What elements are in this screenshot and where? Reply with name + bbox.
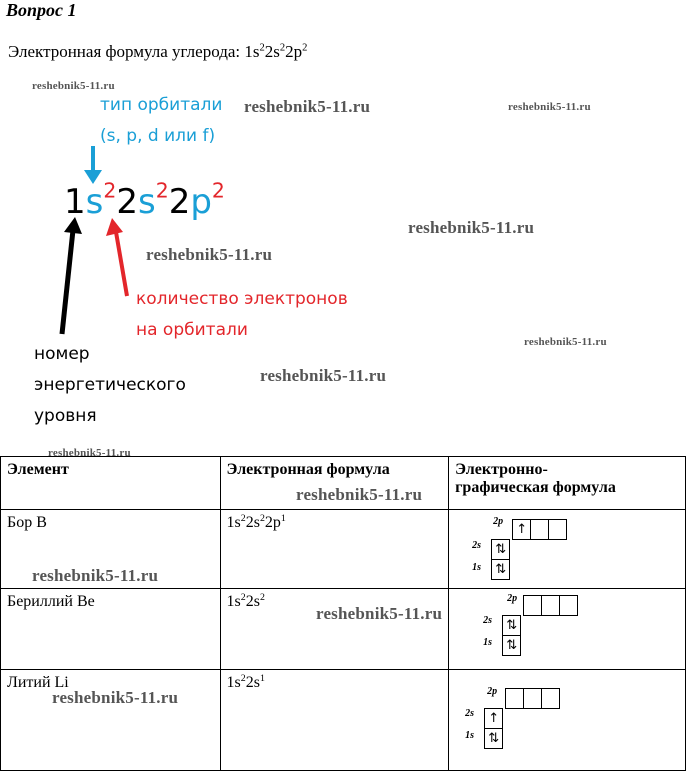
watermark: reshebnik5-11.ru bbox=[244, 97, 371, 116]
red-arrow bbox=[106, 218, 127, 296]
watermark: reshebnik5-11.ru bbox=[32, 566, 159, 585]
watermark: reshebnik5-11.ru bbox=[508, 101, 591, 113]
orbital-diagram-cell bbox=[449, 589, 686, 670]
header-element: Элемент bbox=[1, 457, 221, 510]
watermark: reshebnik5-11.ru bbox=[524, 336, 607, 348]
orbital-diagram-beryllium: 2p 2s 1s ⇅ ⇅ bbox=[455, 593, 625, 663]
watermark: reshebnik5-11.ru bbox=[52, 688, 179, 707]
table-row bbox=[1, 670, 686, 771]
orbital-diagram-lithium: 2p 2s 1s ↑ ⇅ bbox=[455, 686, 625, 756]
orbital-box: ⇅ bbox=[484, 728, 503, 749]
big-carbon-formula: $1s^22s^22p^2$ bbox=[64, 178, 225, 222]
blue-arrow bbox=[84, 146, 102, 184]
formula-p1: 1s bbox=[244, 42, 260, 61]
black-arrow bbox=[62, 217, 82, 334]
orbital-box bbox=[530, 519, 549, 540]
orbital-box bbox=[523, 688, 542, 709]
orbital-box: ↑ bbox=[512, 519, 531, 540]
energy-level-label: номер энергетического уровня bbox=[34, 344, 186, 426]
element-cell: Бор B bbox=[1, 510, 221, 589]
formula-cell: $1s^22s^2$ bbox=[220, 589, 449, 670]
watermark: reshebnik5-11.ru bbox=[408, 218, 535, 237]
orbital-diagram-cell bbox=[449, 510, 686, 589]
element-cell: Литий Li bbox=[1, 670, 221, 771]
orbital-diagram-boron: 2p 2s 1s ↑ ⇅ ⇅ bbox=[455, 514, 625, 584]
question-title: Вопрос 1 bbox=[6, 0, 77, 20]
orbital-box: ⇅ bbox=[491, 559, 510, 580]
element-cell: Бериллий Be bbox=[1, 589, 221, 670]
orbital-diagram-cell bbox=[449, 670, 686, 771]
formula-p3: 2p bbox=[285, 42, 303, 61]
orbital-box bbox=[505, 688, 524, 709]
formula-e2: 2 bbox=[279, 42, 286, 54]
watermark: reshebnik5-11.ru bbox=[48, 447, 131, 459]
orbital-box bbox=[523, 595, 542, 616]
watermark: reshebnik5-11.ru bbox=[146, 245, 273, 264]
formula-e3: 2 bbox=[302, 42, 308, 54]
header-graphic: Электронно- графическая формула bbox=[449, 457, 686, 510]
watermark: reshebnik5-11.ru bbox=[32, 80, 115, 92]
watermark: reshebnik5-11.ru bbox=[260, 366, 387, 385]
orbital-box: ⇅ bbox=[502, 635, 521, 656]
header-formula: Электронная формула bbox=[220, 457, 449, 510]
formula-intro: Электронная формула углерода: bbox=[8, 42, 245, 61]
orbital-type-label: тип орбитали (s, p, d или f) bbox=[100, 95, 223, 146]
orbital-box bbox=[548, 519, 567, 540]
orbital-box bbox=[541, 688, 560, 709]
orbital-box: ⇅ bbox=[502, 615, 521, 636]
orbital-box bbox=[559, 595, 578, 616]
formula-e1: 2 bbox=[259, 42, 265, 54]
watermark: reshebnik5-11.ru bbox=[296, 485, 423, 504]
formula-p2: 2s bbox=[264, 42, 280, 61]
orbital-box bbox=[541, 595, 560, 616]
electron-count-label: количество электронов на орбитали bbox=[136, 289, 348, 340]
table-row bbox=[1, 589, 686, 670]
formula-cell: $1s^22s^1$ bbox=[220, 670, 449, 771]
orbital-box: ⇅ bbox=[491, 539, 510, 560]
orbital-box: ↑ bbox=[484, 708, 503, 729]
watermark: reshebnik5-11.ru bbox=[316, 604, 443, 623]
formula-cell: $1s^22s^22p^1$ bbox=[220, 510, 449, 589]
